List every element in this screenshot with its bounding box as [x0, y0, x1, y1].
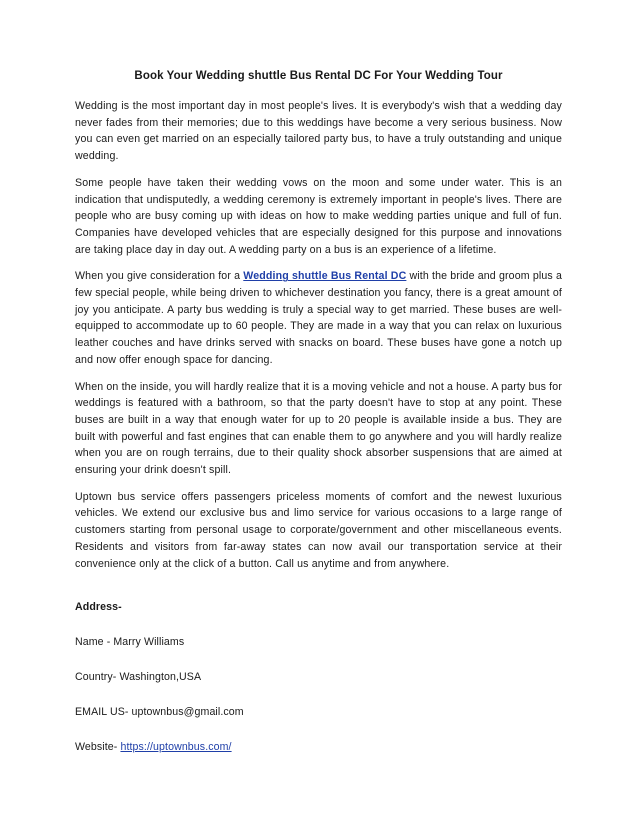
contact-email: EMAIL US- uptownbus@gmail.com [75, 706, 244, 718]
contact-website [75, 740, 562, 754]
paragraph-3-rest: with the bride and groom plus a few special people, while being driven to whichever destination you fancy, there is a great amount of joy you anticipate. A party bus wedding is truly a special way to get married. These buses are well-equipped to accommodate up to 60 people. They are made in a way that you can relax on luxurious leather couches and have drinks served with snacks on board. These buses have gone a notch up and now offer enough space for dancing. [75, 270, 563, 366]
contact-name: Name - Marry Williams [75, 636, 185, 648]
address-block [75, 600, 562, 775]
website-link[interactable]: https://uptownbus.com/ [120, 741, 232, 753]
paragraph-3-lead: When you give consideration for a [75, 270, 244, 283]
wedding-shuttle-link[interactable]: Wedding shuttle Bus Rental DC [243, 270, 407, 283]
paragraph-1: Wedding is the most important day in most people's lives. It is everybody's wish that a wedding day never fades from their memories; due to this weddings have become a very serious business. Now you can even get married on an especially tailored party bus, to have a truly outstanding and unique wedding. [75, 100, 562, 163]
paragraph-3 [75, 268, 562, 368]
paragraph-2: Some people have taken their wedding vows on the moon and some under water. This is an indication that undisputedly, a wedding ceremony is extremely important in people's lives. There are people who are busy coming up with ideas on how to make wedding parties unique and full of fun. Companies have developed vehicles that are especially designed for this purpose and innovations are taking place day in day out. A wedding party on a bus is an experience of a lifetime. [75, 176, 562, 256]
paragraph-5: Uptown bus service offers passengers priceless moments of comfort and the newest luxurious vehicles. We extend our exclusive bus and limo service for various occasions to a large range of customers starting from personal usage to corporate/government and other miscellaneous events. Residents and visitors from far-away states can now avail our transportation service at their convenience only at the click of a button. Call us anytime and from anywhere. [75, 490, 562, 570]
website-label: Website- [75, 741, 121, 753]
document-body [75, 70, 562, 582]
contact-country: Country- Washington,USA [75, 671, 202, 683]
address-heading: Address- [75, 601, 122, 613]
paragraph-4: When on the inside, you will hardly realize that it is a moving vehicle and not a house. A party bus for weddings is featured with a bathroom, so that the party doesn't have to stop at any point. These buses are built in a way that enough water for up to 20 people is available inside a bus. They are built with powerful and fast engines that can enable them to go anywhere and you will hardly realize when you are on rough terrains, due to their quality shock absorber suspensions that are aimed at ensuring your drink doesn't spill. [75, 380, 562, 477]
document-title: Book Your Wedding shuttle Bus Rental DC For Your Wedding Tour [134, 70, 503, 82]
